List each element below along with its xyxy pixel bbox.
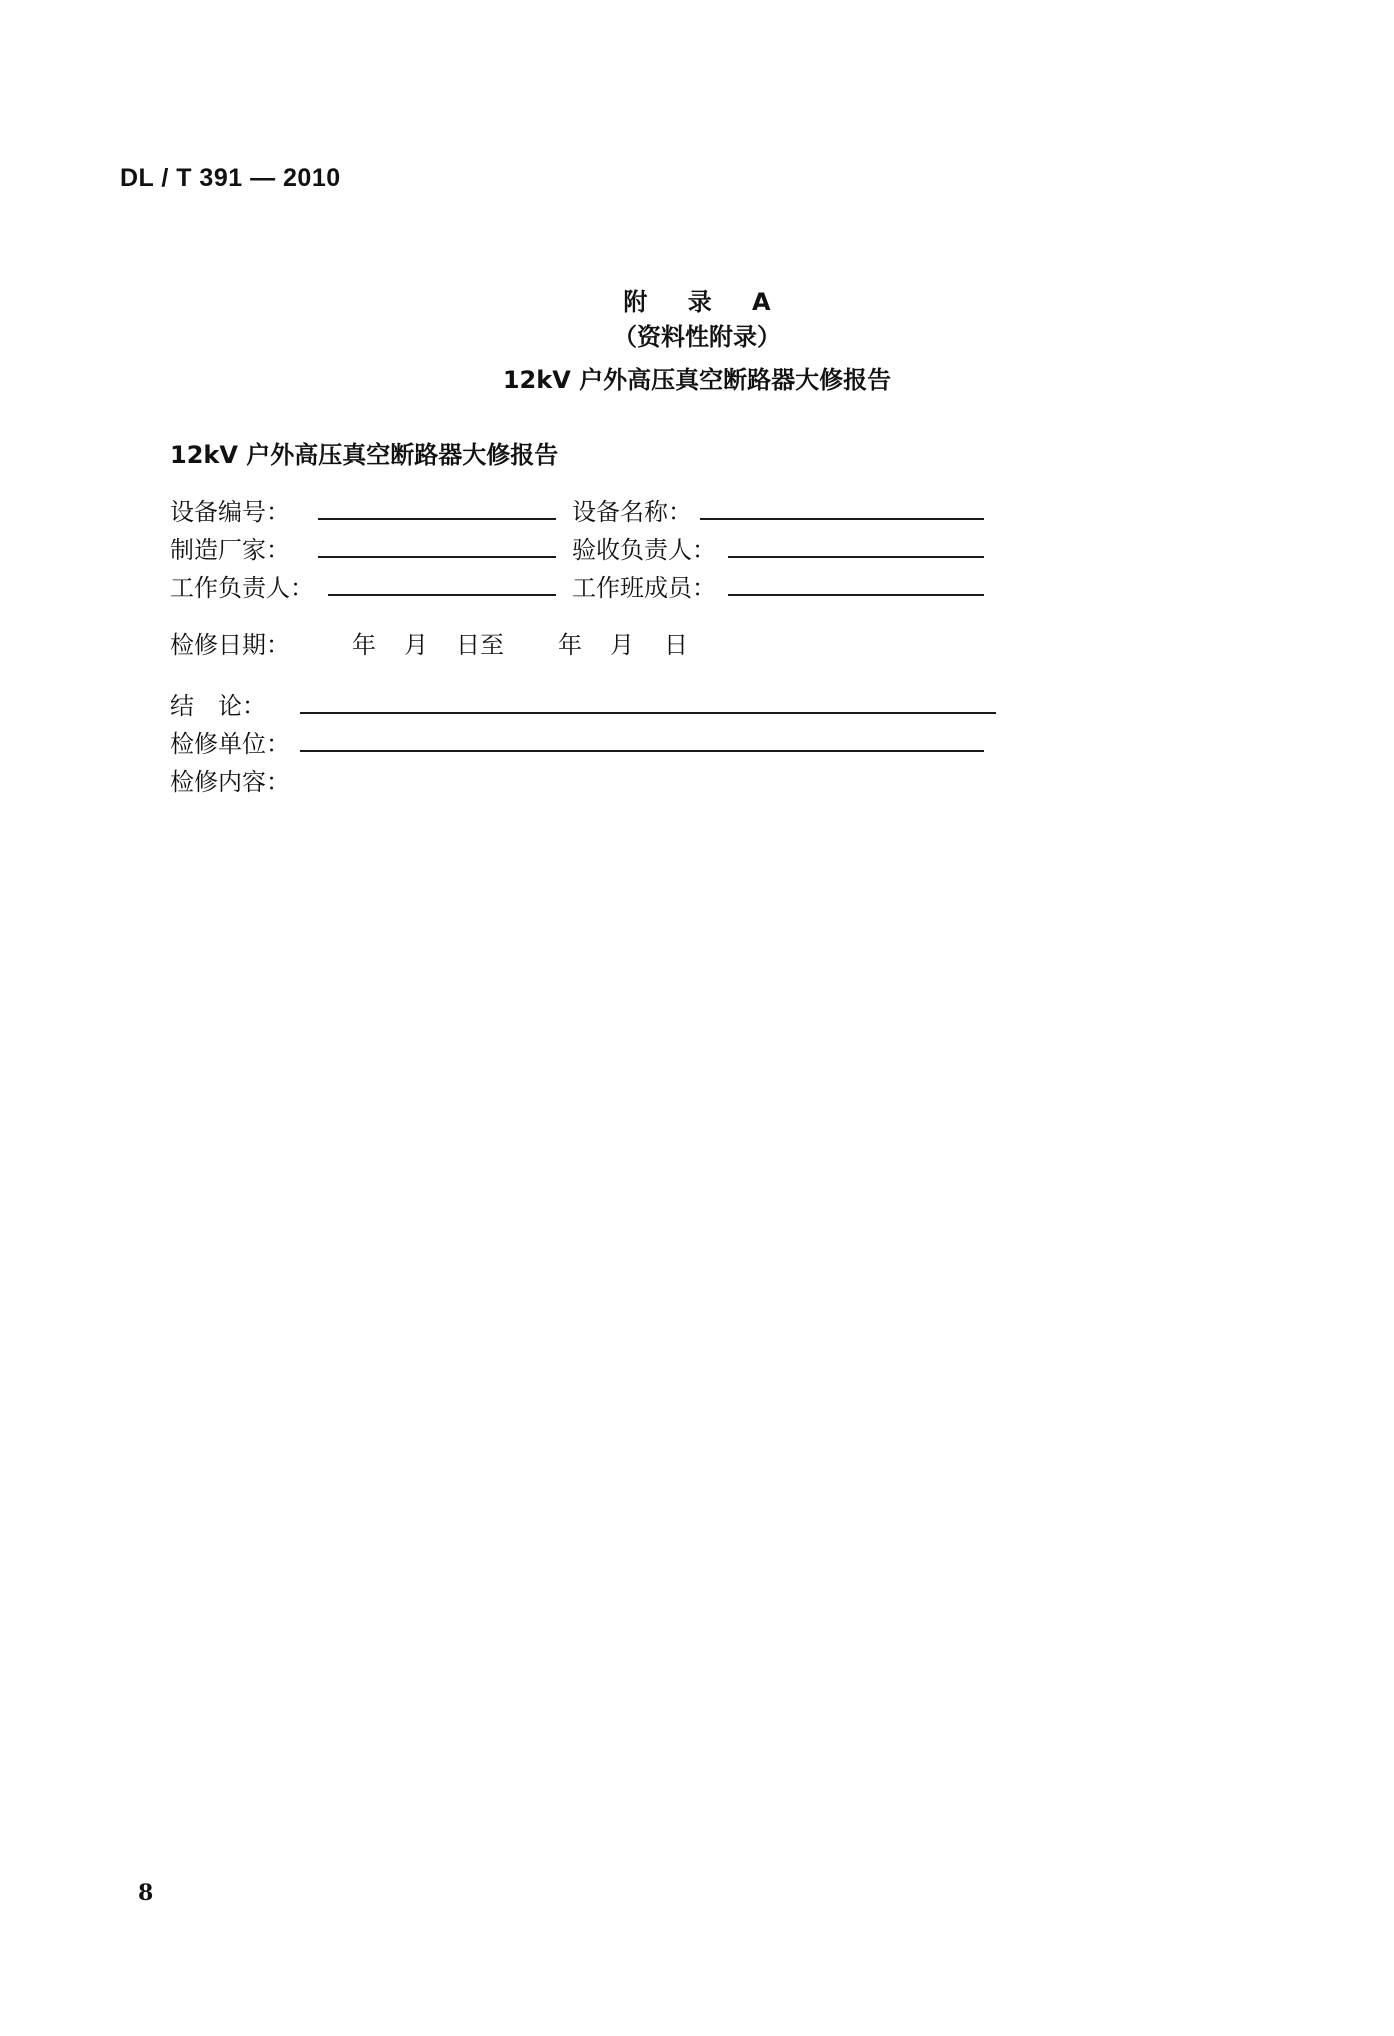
conclusion-field[interactable] (300, 712, 996, 714)
date-month-2: 月 (610, 631, 634, 659)
appendix-note: （资料性附录） (613, 323, 781, 351)
date-month-1: 月 (404, 631, 428, 659)
page-number: 8 (138, 1880, 154, 1906)
date-year-2: 年 (558, 631, 582, 659)
appendix-name: 12kV 户外高压真空断路器大修报告 (502, 366, 892, 394)
work-leader-field[interactable] (328, 594, 556, 596)
date-day-2: 日 (664, 631, 688, 659)
maintenance-content-label: 检修内容： (170, 768, 290, 796)
team-members-label: 工作班成员： (572, 574, 716, 602)
equipment-number-field[interactable] (318, 518, 556, 520)
acceptance-person-label: 验收负责人： (572, 536, 716, 564)
report-title: 12kV 户外高压真空断路器大修报告 (170, 441, 559, 469)
equipment-number-label: 设备编号： (170, 498, 290, 526)
maintenance-date-label: 检修日期： (170, 631, 290, 659)
work-leader-label: 工作负责人： (170, 574, 314, 602)
maintenance-unit-field[interactable] (300, 750, 984, 752)
date-year-1: 年 (352, 631, 376, 659)
appendix-title: 附 录 A (623, 288, 787, 316)
conclusion-label: 结 论： (170, 692, 266, 720)
date-day-to: 日至 (456, 631, 504, 659)
manufacturer-field[interactable] (318, 556, 556, 558)
equipment-name-field[interactable] (700, 518, 984, 520)
equipment-name-label: 设备名称： (572, 498, 692, 526)
maintenance-unit-label: 检修单位： (170, 730, 290, 758)
standard-code: DL / T 391 — 2010 (120, 164, 341, 192)
acceptance-person-field[interactable] (728, 556, 984, 558)
manufacturer-label: 制造厂家： (170, 536, 290, 564)
team-members-field[interactable] (728, 594, 984, 596)
